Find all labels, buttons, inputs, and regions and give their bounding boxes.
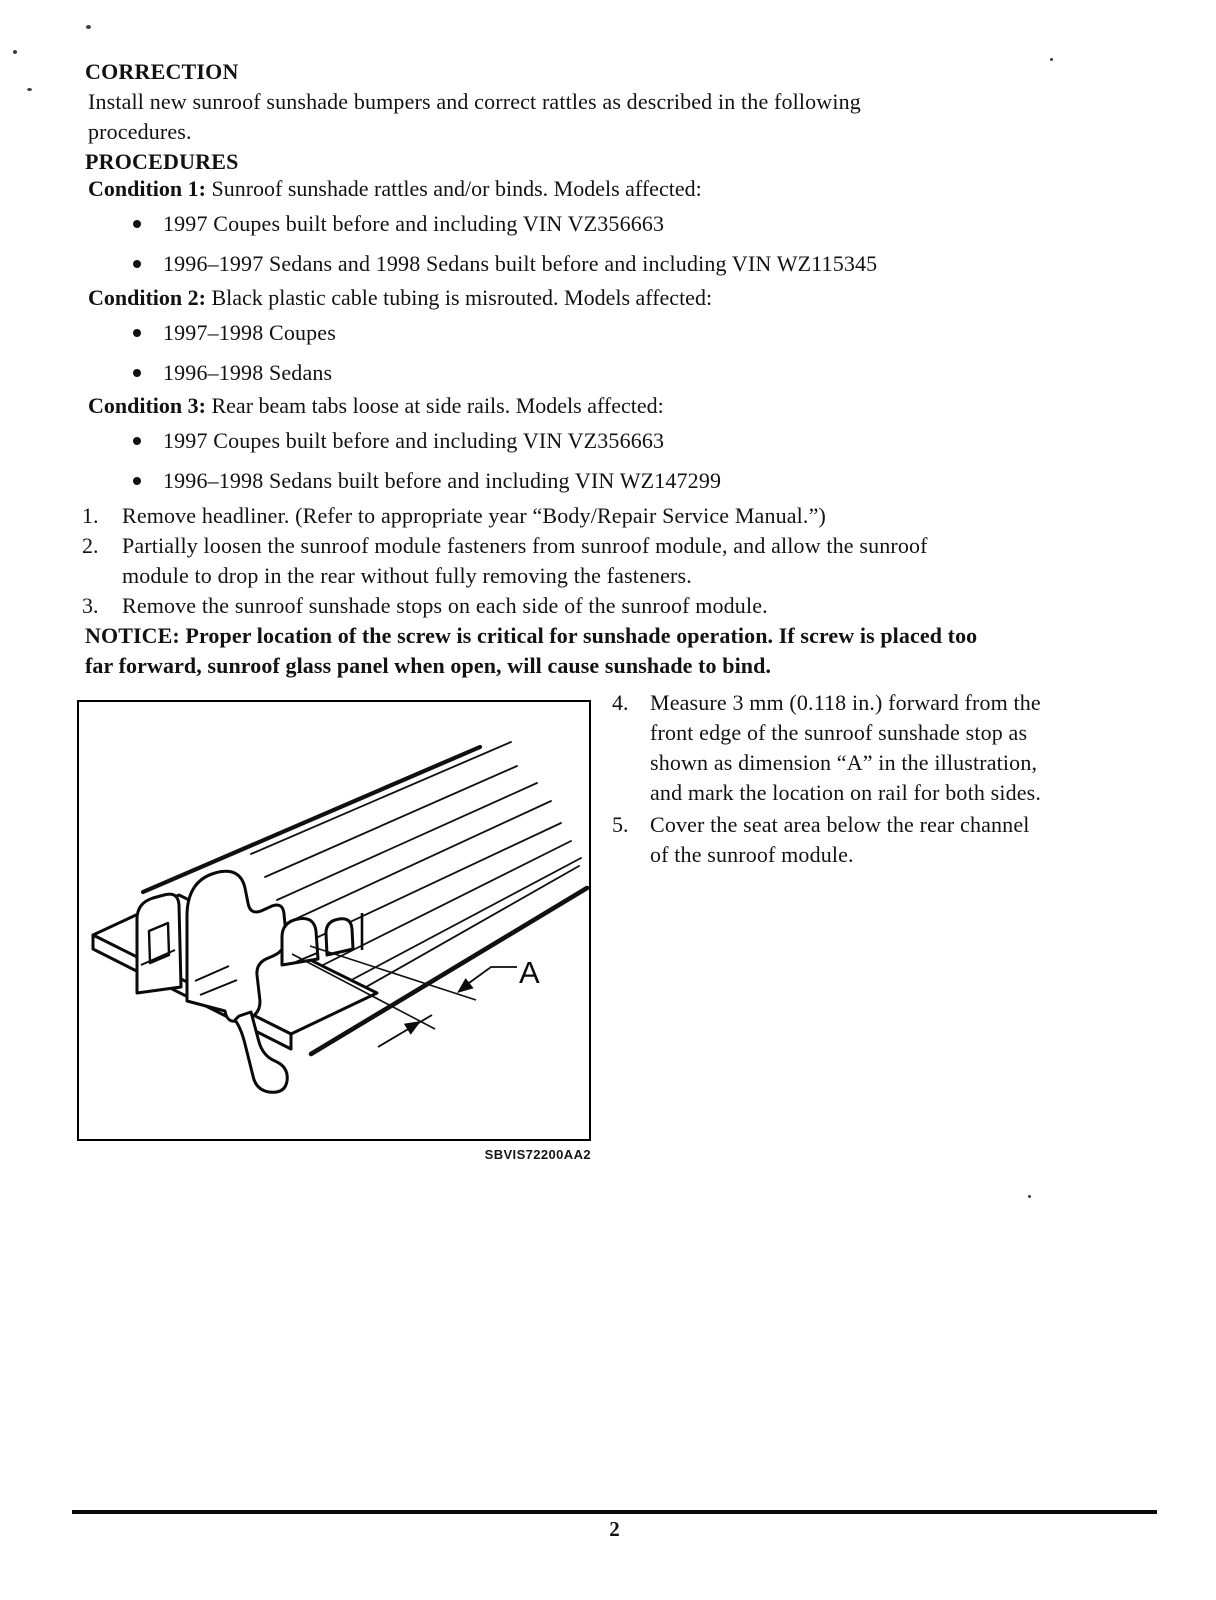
bullet-text: 1997 Coupes built before and including VIN VZ356663 xyxy=(163,428,665,453)
scan-artifact-dot xyxy=(86,25,91,29)
correction-heading: CORRECTION xyxy=(85,59,239,84)
text-line: procedures. xyxy=(88,119,192,144)
step-number: 3. xyxy=(82,593,99,618)
bullet-icon xyxy=(133,477,141,485)
condition-2-section xyxy=(88,283,712,393)
bullet-text: 1996–1998 Sedans xyxy=(163,360,333,385)
page-number: 2 xyxy=(609,1517,620,1541)
procedure-steps-right xyxy=(612,688,1041,870)
step-text-line: Remove headliner. (Refer to appropriate year “Body/Repair Service Manual.”) xyxy=(122,503,826,528)
condition-1-section xyxy=(88,174,877,284)
step-text-line: Partially loosen the sunroof module fasteners from sunroof module, and allow the sunroof xyxy=(122,533,928,558)
bullet-text: 1996–1997 Sedans and 1998 Sedans built before and including VIN WZ115345 xyxy=(163,251,878,276)
step-text-line: module to drop in the rear without fully removing the fasteners. xyxy=(122,563,692,588)
bullet-item xyxy=(88,353,712,393)
step-text-line: front edge of the sunroof sunshade stop as xyxy=(650,720,1028,745)
procedure-step xyxy=(82,501,928,531)
dimension-arrow-left-icon xyxy=(457,978,474,993)
notice-line: NOTICE: Proper location of the screw is critical for sunshade operation. If screw is placed too xyxy=(85,623,978,648)
procedure-step xyxy=(612,688,1041,808)
step-text-line: of the sunroof module. xyxy=(650,842,854,867)
correction-paragraph xyxy=(88,87,861,147)
notice-text xyxy=(85,621,977,681)
dimension-label-a: A xyxy=(519,955,540,990)
bullet-item xyxy=(88,313,712,353)
notice-line: far forward, sunroof glass panel when open, will cause sunshade to bind. xyxy=(85,653,772,678)
text-line: Install new sunroof sunshade bumpers and correct rattles as described in the following xyxy=(88,89,861,114)
procedure-step xyxy=(612,810,1041,870)
step-number: 1. xyxy=(82,503,99,528)
step-number: 2. xyxy=(82,533,99,558)
bullet-text: 1997 Coupes built before and including VIN VZ356663 xyxy=(163,211,665,236)
figure-box xyxy=(77,700,591,1141)
condition-text: Black plastic cable tubing is misrouted. Models affected: xyxy=(211,285,713,310)
condition-line xyxy=(88,283,712,313)
bullet-icon xyxy=(133,260,141,268)
step-number: 4. xyxy=(612,690,629,715)
bullet-icon xyxy=(133,329,141,337)
step-text-line: Cover the seat area below the rear channel xyxy=(650,812,1030,837)
bullet-icon xyxy=(133,437,141,445)
scan-artifact-dot xyxy=(1028,1195,1031,1198)
footer-rule xyxy=(72,1510,1157,1514)
condition-line xyxy=(88,174,877,204)
procedure-step xyxy=(82,531,928,591)
step-text-line: Remove the sunroof sunshade stops on each side of the sunroof module. xyxy=(122,593,768,618)
bullet-item xyxy=(88,421,721,461)
rail-illustration xyxy=(79,702,589,1139)
procedures-heading: PROCEDURES xyxy=(85,149,239,174)
condition-text: Sunroof sunshade rattles and/or binds. Models affected: xyxy=(211,176,702,201)
label-leader-line xyxy=(469,967,517,983)
procedure-step xyxy=(82,591,928,621)
scan-artifact-dot xyxy=(13,50,17,54)
condition-3-section xyxy=(88,391,721,501)
procedure-steps-left xyxy=(82,501,928,621)
condition-label: Condition 2: xyxy=(88,285,206,310)
step-text-line: and mark the location on rail for both sides. xyxy=(650,780,1042,805)
condition-text: Rear beam tabs loose at side rails. Models affected: xyxy=(211,393,664,418)
bullet-icon xyxy=(133,220,141,228)
figure-caption: SBVIS72200AA2 xyxy=(484,1147,591,1162)
step-number: 5. xyxy=(612,812,629,837)
bullet-icon xyxy=(133,369,141,377)
scan-artifact-dot xyxy=(1050,58,1053,61)
label-leader-line xyxy=(378,1015,432,1047)
bullet-text: 1997–1998 Coupes xyxy=(163,320,336,345)
step-text-line: Measure 3 mm (0.118 in.) forward from the xyxy=(650,690,1041,715)
scan-artifact-dot xyxy=(27,88,32,91)
dimension-arrow-right-icon xyxy=(404,1021,421,1035)
bullet-item xyxy=(88,244,877,284)
bullet-text: 1996–1998 Sedans built before and including VIN WZ147299 xyxy=(163,468,722,493)
condition-label: Condition 1: xyxy=(88,176,206,201)
condition-line xyxy=(88,391,721,421)
step-text-line: shown as dimension “A” in the illustration, xyxy=(650,750,1038,775)
bullet-item xyxy=(88,204,877,244)
bullet-item xyxy=(88,461,721,501)
condition-label: Condition 3: xyxy=(88,393,206,418)
